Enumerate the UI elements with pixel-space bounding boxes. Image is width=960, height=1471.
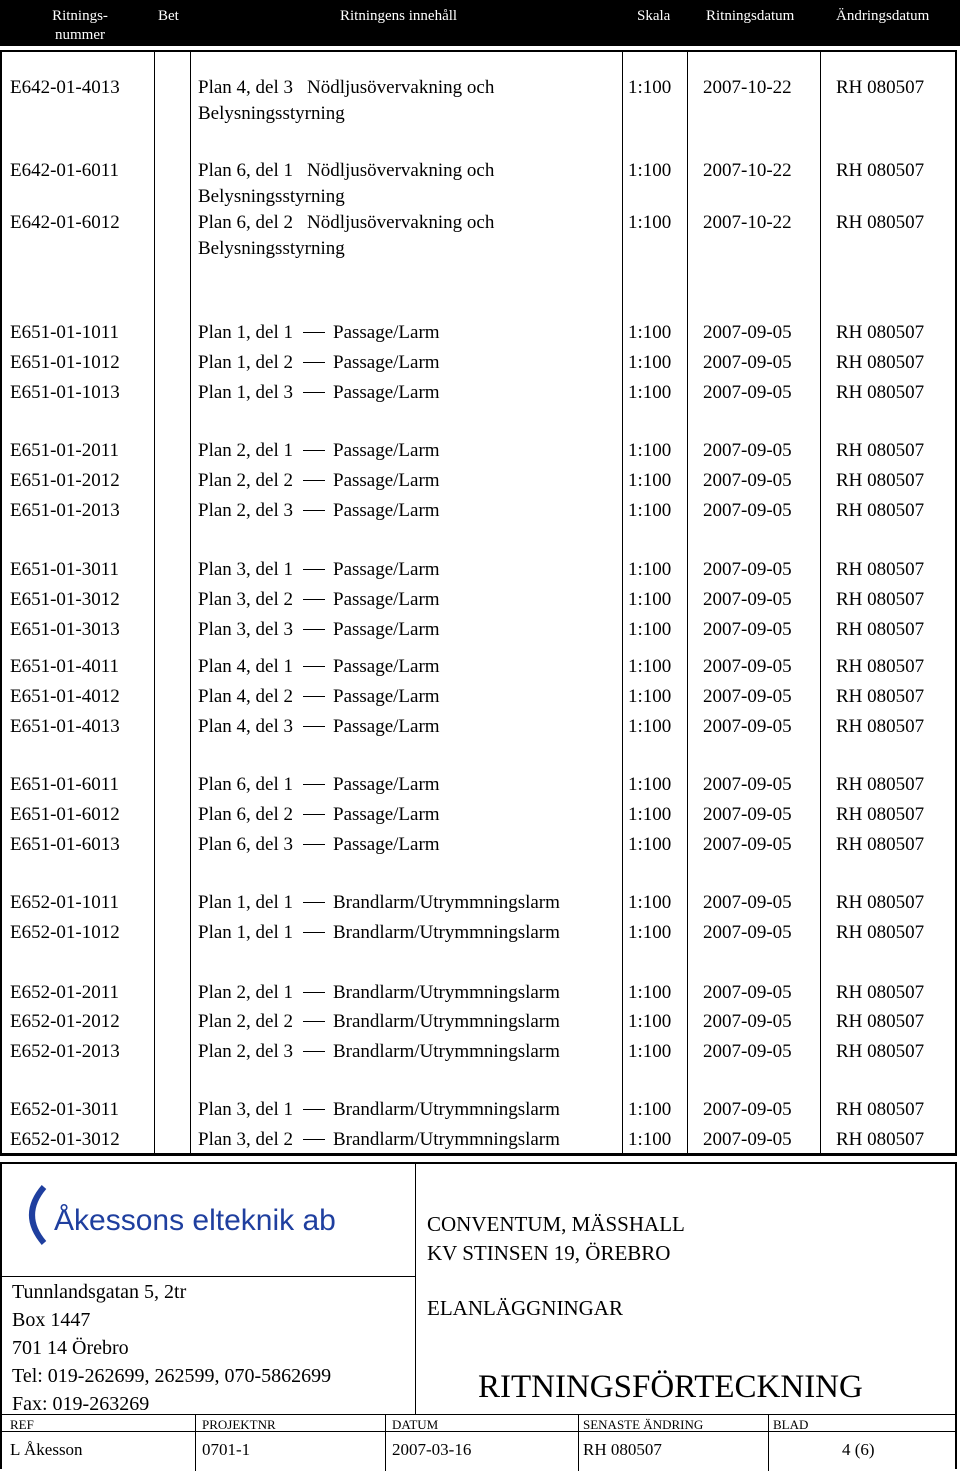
divider — [195, 1414, 196, 1471]
drawing-subject: Brandlarm/Utrymmningslarm — [333, 982, 560, 1003]
drawing-scale: 1:100 — [628, 892, 672, 913]
dash-separator — [303, 666, 325, 667]
value-senaste-andring: RH 080507 — [583, 1440, 662, 1459]
drawing-change: RH 080507 — [836, 589, 925, 610]
table-header — [0, 0, 960, 46]
drawing-date: 2007-09-05 — [703, 716, 792, 737]
col-header-bet: Bet — [158, 8, 179, 24]
drawing-plan: Plan 2, del 2 — [198, 470, 293, 491]
drawing-subject: Passage/Larm — [333, 322, 440, 343]
drawing-scale: 1:100 — [628, 589, 672, 610]
drawing-scale: 1:100 — [628, 500, 672, 521]
drawing-change: RH 080507 — [836, 774, 925, 795]
drawing-subject-cont: Belysningsstyrning — [198, 186, 345, 207]
drawing-scale: 1:100 — [628, 352, 672, 373]
drawing-date: 2007-09-05 — [703, 892, 792, 913]
drawing-description — [198, 210, 494, 262]
drawing-number: E651-01-1012 — [10, 352, 120, 373]
drawing-change: RH 080507 — [836, 77, 925, 98]
value-ref: L Åkesson — [10, 1440, 83, 1459]
dash-separator — [303, 696, 325, 697]
drawing-plan: Plan 3, del 2 — [198, 589, 293, 610]
drawing-date: 2007-09-05 — [703, 656, 792, 677]
dash-separator — [303, 902, 325, 903]
drawing-change: RH 080507 — [836, 686, 925, 707]
drawing-description — [198, 1097, 560, 1123]
drawing-date: 2007-10-22 — [703, 212, 792, 233]
label-senaste-andring: SENASTE ÄNDRING — [583, 1417, 704, 1432]
document-title: RITNINGSFÖRTECKNING — [478, 1369, 863, 1405]
drawing-subject: Passage/Larm — [333, 774, 440, 795]
drawing-scale: 1:100 — [628, 212, 672, 233]
drawing-number: E652-01-2011 — [10, 982, 120, 1003]
dash-separator — [303, 932, 325, 933]
drawing-scale: 1:100 — [628, 1011, 672, 1032]
dash-separator — [303, 784, 325, 785]
drawing-date: 2007-09-05 — [703, 322, 792, 343]
dash-separator — [303, 1051, 325, 1052]
drawing-change: RH 080507 — [836, 982, 925, 1003]
drawing-number: E651-01-1013 — [10, 382, 120, 403]
drawing-plan: Plan 1, del 2 — [198, 352, 293, 373]
drawing-plan: Plan 2, del 1 — [198, 440, 293, 461]
drawing-description — [198, 1009, 560, 1035]
dash-separator — [303, 844, 325, 845]
document-category: ELANLÄGGNINGAR — [427, 1296, 623, 1320]
drawing-plan: Plan 2, del 2 — [198, 1011, 293, 1032]
drawing-change: RH 080507 — [836, 500, 925, 521]
dash-separator — [303, 599, 325, 600]
drawing-plan: Plan 6, del 2 — [198, 804, 293, 825]
drawing-description — [198, 617, 440, 643]
drawing-number: E652-01-1011 — [10, 892, 120, 913]
column-divider — [820, 52, 821, 1153]
drawing-description — [198, 980, 560, 1006]
value-datum: 2007-03-16 — [392, 1440, 472, 1459]
drawing-number: E642-01-6011 — [10, 160, 120, 181]
drawing-number: E651-01-3011 — [10, 559, 120, 580]
drawing-plan: Plan 1, del 1 — [198, 922, 293, 943]
drawing-change: RH 080507 — [836, 212, 925, 233]
drawing-date: 2007-09-05 — [703, 440, 792, 461]
drawing-change: RH 080507 — [836, 1011, 925, 1032]
drawing-description — [198, 438, 440, 464]
drawing-description — [198, 772, 440, 798]
drawing-scale: 1:100 — [628, 619, 672, 640]
dash-separator — [303, 1139, 325, 1140]
drawing-description — [198, 714, 440, 740]
dash-separator — [303, 814, 325, 815]
drawing-plan: Plan 3, del 1 — [198, 559, 293, 580]
drawing-number: E652-01-3012 — [10, 1129, 120, 1150]
company-name: Åkessons elteknik ab — [54, 1204, 336, 1237]
divider — [2, 1431, 957, 1432]
divider — [578, 1414, 579, 1471]
drawing-subject: Brandlarm/Utrymmningslarm — [333, 892, 560, 913]
drawing-description — [198, 587, 440, 613]
company-logo-icon — [16, 1184, 50, 1246]
drawing-scale: 1:100 — [628, 686, 672, 707]
col-header-change: Ändringsdatum — [836, 8, 930, 24]
drawing-plan: Plan 6, del 1 — [198, 774, 293, 795]
drawing-subject: Passage/Larm — [333, 619, 440, 640]
drawing-date: 2007-09-05 — [703, 982, 792, 1003]
dash-separator — [303, 510, 325, 511]
drawing-change: RH 080507 — [836, 922, 925, 943]
drawing-plan: Plan 3, del 1 — [198, 1099, 293, 1120]
drawing-change: RH 080507 — [836, 804, 925, 825]
drawing-number: E652-01-2013 — [10, 1041, 120, 1062]
drawing-number: E651-01-6011 — [10, 774, 120, 795]
drawing-subject-cont: Belysningsstyrning — [198, 238, 345, 259]
drawing-date: 2007-09-05 — [703, 382, 792, 403]
drawing-subject: Passage/Larm — [333, 656, 440, 677]
drawing-number: E651-01-3012 — [10, 589, 120, 610]
drawing-subject: Passage/Larm — [333, 500, 440, 521]
drawing-plan: Plan 4, del 3 — [198, 716, 293, 737]
drawing-number: E652-01-2012 — [10, 1011, 120, 1032]
drawing-description — [198, 158, 494, 210]
drawing-scale: 1:100 — [628, 440, 672, 461]
drawing-date: 2007-09-05 — [703, 686, 792, 707]
drawing-number: E652-01-3011 — [10, 1099, 120, 1120]
col-header-number: Ritnings- nummer — [52, 8, 108, 43]
drawing-date: 2007-09-05 — [703, 352, 792, 373]
drawing-subject: Brandlarm/Utrymmningslarm — [333, 922, 560, 943]
drawing-date: 2007-09-05 — [703, 589, 792, 610]
drawing-subject: Nödljusövervakning och — [307, 77, 495, 98]
drawing-change: RH 080507 — [836, 656, 925, 677]
drawing-scale: 1:100 — [628, 1041, 672, 1062]
dash-separator — [303, 569, 325, 570]
column-divider — [154, 52, 155, 1153]
drawing-subject: Brandlarm/Utrymmningslarm — [333, 1041, 560, 1062]
drawing-change: RH 080507 — [836, 382, 925, 403]
drawing-plan: Plan 6, del 1 — [198, 160, 293, 181]
drawing-subject: Passage/Larm — [333, 559, 440, 580]
drawing-date: 2007-09-05 — [703, 834, 792, 855]
drawing-description — [198, 557, 440, 583]
dash-separator — [303, 1109, 325, 1110]
divider — [385, 1414, 386, 1471]
dash-separator — [303, 726, 325, 727]
drawing-number: E651-01-2012 — [10, 470, 120, 491]
drawing-number: E651-01-4013 — [10, 716, 120, 737]
drawing-date: 2007-10-22 — [703, 160, 792, 181]
drawing-change: RH 080507 — [836, 352, 925, 373]
drawing-number: E651-01-6012 — [10, 804, 120, 825]
drawing-scale: 1:100 — [628, 716, 672, 737]
drawing-number: E651-01-3013 — [10, 619, 120, 640]
drawing-scale: 1:100 — [628, 834, 672, 855]
col-header-content: Ritningens innehåll — [340, 8, 458, 24]
drawing-subject: Nödljusövervakning och — [307, 212, 495, 233]
drawing-number: E651-01-2013 — [10, 500, 120, 521]
dash-separator — [303, 392, 325, 393]
drawing-plan: Plan 2, del 1 — [198, 982, 293, 1003]
value-projektnr: 0701-1 — [202, 1440, 251, 1459]
drawing-date: 2007-09-05 — [703, 1099, 792, 1120]
drawing-plan: Plan 1, del 1 — [198, 322, 293, 343]
drawing-scale: 1:100 — [628, 559, 672, 580]
column-divider — [190, 52, 191, 1153]
drawing-description — [198, 890, 560, 916]
drawing-plan: Plan 6, del 2 — [198, 212, 293, 233]
value-blad: 4 (6) — [842, 1440, 875, 1459]
divider — [415, 1164, 416, 1414]
drawing-scale: 1:100 — [628, 382, 672, 403]
dash-separator — [303, 629, 325, 630]
drawing-description — [198, 802, 440, 828]
drawing-change: RH 080507 — [836, 322, 925, 343]
divider — [768, 1414, 769, 1471]
dash-separator — [303, 362, 325, 363]
label-projektnr: PROJEKTNR — [202, 1417, 276, 1432]
drawing-plan: Plan 4, del 2 — [198, 686, 293, 707]
column-divider — [687, 52, 688, 1153]
drawing-date: 2007-09-05 — [703, 500, 792, 521]
drawing-description — [198, 498, 440, 524]
drawing-change: RH 080507 — [836, 160, 925, 181]
company-address: Tunnlandsgatan 5, 2tr Box 1447 701 14 Örebro Tel: 019-262699, 262599, 070-5862699 Fax: 019-263269 — [12, 1281, 332, 1415]
drawing-change: RH 080507 — [836, 619, 925, 640]
drawing-date: 2007-09-05 — [703, 922, 792, 943]
dash-separator — [303, 1021, 325, 1022]
column-divider — [622, 52, 623, 1153]
drawing-description — [198, 380, 440, 406]
drawing-subject: Passage/Larm — [333, 716, 440, 737]
drawing-change: RH 080507 — [836, 470, 925, 491]
drawing-change: RH 080507 — [836, 892, 925, 913]
drawing-date: 2007-09-05 — [703, 1011, 792, 1032]
drawing-plan: Plan 2, del 3 — [198, 500, 293, 521]
drawing-subject: Passage/Larm — [333, 382, 440, 403]
drawing-scale: 1:100 — [628, 322, 672, 343]
drawing-date: 2007-09-05 — [703, 1041, 792, 1062]
drawing-description — [198, 75, 494, 127]
drawing-description — [198, 320, 440, 346]
drawing-plan: Plan 6, del 3 — [198, 834, 293, 855]
drawing-date: 2007-09-05 — [703, 559, 792, 580]
drawing-subject: Brandlarm/Utrymmningslarm — [333, 1011, 560, 1032]
drawing-scale: 1:100 — [628, 774, 672, 795]
drawing-scale: 1:100 — [628, 982, 672, 1003]
drawing-scale: 1:100 — [628, 1129, 672, 1150]
drawing-date: 2007-09-05 — [703, 470, 792, 491]
drawing-subject: Passage/Larm — [333, 589, 440, 610]
drawing-description — [198, 832, 440, 858]
drawing-plan: Plan 3, del 2 — [198, 1129, 293, 1150]
title-block — [0, 1162, 957, 1469]
drawing-scale: 1:100 — [628, 160, 672, 181]
drawing-date: 2007-09-05 — [703, 804, 792, 825]
label-datum: DATUM — [392, 1417, 439, 1432]
drawing-number: E651-01-4011 — [10, 656, 120, 677]
drawing-date: 2007-09-05 — [703, 774, 792, 795]
drawing-description — [198, 1127, 560, 1153]
drawing-plan: Plan 4, del 1 — [198, 656, 293, 677]
drawing-scale: 1:100 — [628, 922, 672, 943]
drawing-description — [198, 1039, 560, 1065]
dash-separator — [303, 450, 325, 451]
drawing-change: RH 080507 — [836, 440, 925, 461]
drawing-change: RH 080507 — [836, 1129, 925, 1150]
drawing-description — [198, 684, 440, 710]
drawing-scale: 1:100 — [628, 656, 672, 677]
col-header-scale: Skala — [637, 8, 671, 24]
drawing-plan: Plan 4, del 3 — [198, 77, 293, 98]
drawing-date: 2007-10-22 — [703, 77, 792, 98]
drawing-subject: Passage/Larm — [333, 834, 440, 855]
drawing-description — [198, 654, 440, 680]
drawing-change: RH 080507 — [836, 559, 925, 580]
dash-separator — [303, 992, 325, 993]
drawing-change: RH 080507 — [836, 1099, 925, 1120]
drawing-description — [198, 350, 440, 376]
drawing-subject-cont: Belysningsstyrning — [198, 103, 345, 124]
drawing-scale: 1:100 — [628, 77, 672, 98]
drawing-number: E651-01-6013 — [10, 834, 120, 855]
drawing-number: E642-01-4013 — [10, 77, 120, 98]
drawing-date: 2007-09-05 — [703, 619, 792, 640]
drawing-number: E651-01-4012 — [10, 686, 120, 707]
drawing-scale: 1:100 — [628, 1099, 672, 1120]
label-blad: BLAD — [773, 1417, 809, 1432]
drawing-description — [198, 468, 440, 494]
drawing-number: E651-01-2011 — [10, 440, 120, 461]
drawing-subject: Passage/Larm — [333, 804, 440, 825]
drawing-scale: 1:100 — [628, 470, 672, 491]
project-name: CONVENTUM, MÄSSHALL KV STINSEN 19, ÖREBRO — [427, 1212, 685, 1265]
drawing-description — [198, 920, 560, 946]
drawing-subject: Passage/Larm — [333, 352, 440, 373]
drawing-number: E642-01-6012 — [10, 212, 120, 233]
col-header-date: Ritningsdatum — [706, 8, 795, 24]
drawing-change: RH 080507 — [836, 1041, 925, 1062]
drawing-plan: Plan 1, del 3 — [198, 382, 293, 403]
drawing-number: E652-01-1012 — [10, 922, 120, 943]
drawing-plan: Plan 1, del 1 — [198, 892, 293, 913]
drawing-subject: Passage/Larm — [333, 470, 440, 491]
drawing-subject: Brandlarm/Utrymmningslarm — [333, 1129, 560, 1150]
divider — [2, 1276, 415, 1277]
drawing-change: RH 080507 — [836, 834, 925, 855]
drawing-number: E651-01-1011 — [10, 322, 120, 343]
drawing-subject: Brandlarm/Utrymmningslarm — [333, 1099, 560, 1120]
drawing-change: RH 080507 — [836, 716, 925, 737]
label-ref: REF — [10, 1417, 34, 1432]
drawing-subject: Passage/Larm — [333, 686, 440, 707]
drawing-date: 2007-09-05 — [703, 1129, 792, 1150]
drawing-subject: Nödljusövervakning och — [307, 160, 495, 181]
drawing-plan: Plan 3, del 3 — [198, 619, 293, 640]
drawing-scale: 1:100 — [628, 804, 672, 825]
drawing-plan: Plan 2, del 3 — [198, 1041, 293, 1062]
dash-separator — [303, 480, 325, 481]
drawing-subject: Passage/Larm — [333, 440, 440, 461]
dash-separator — [303, 332, 325, 333]
